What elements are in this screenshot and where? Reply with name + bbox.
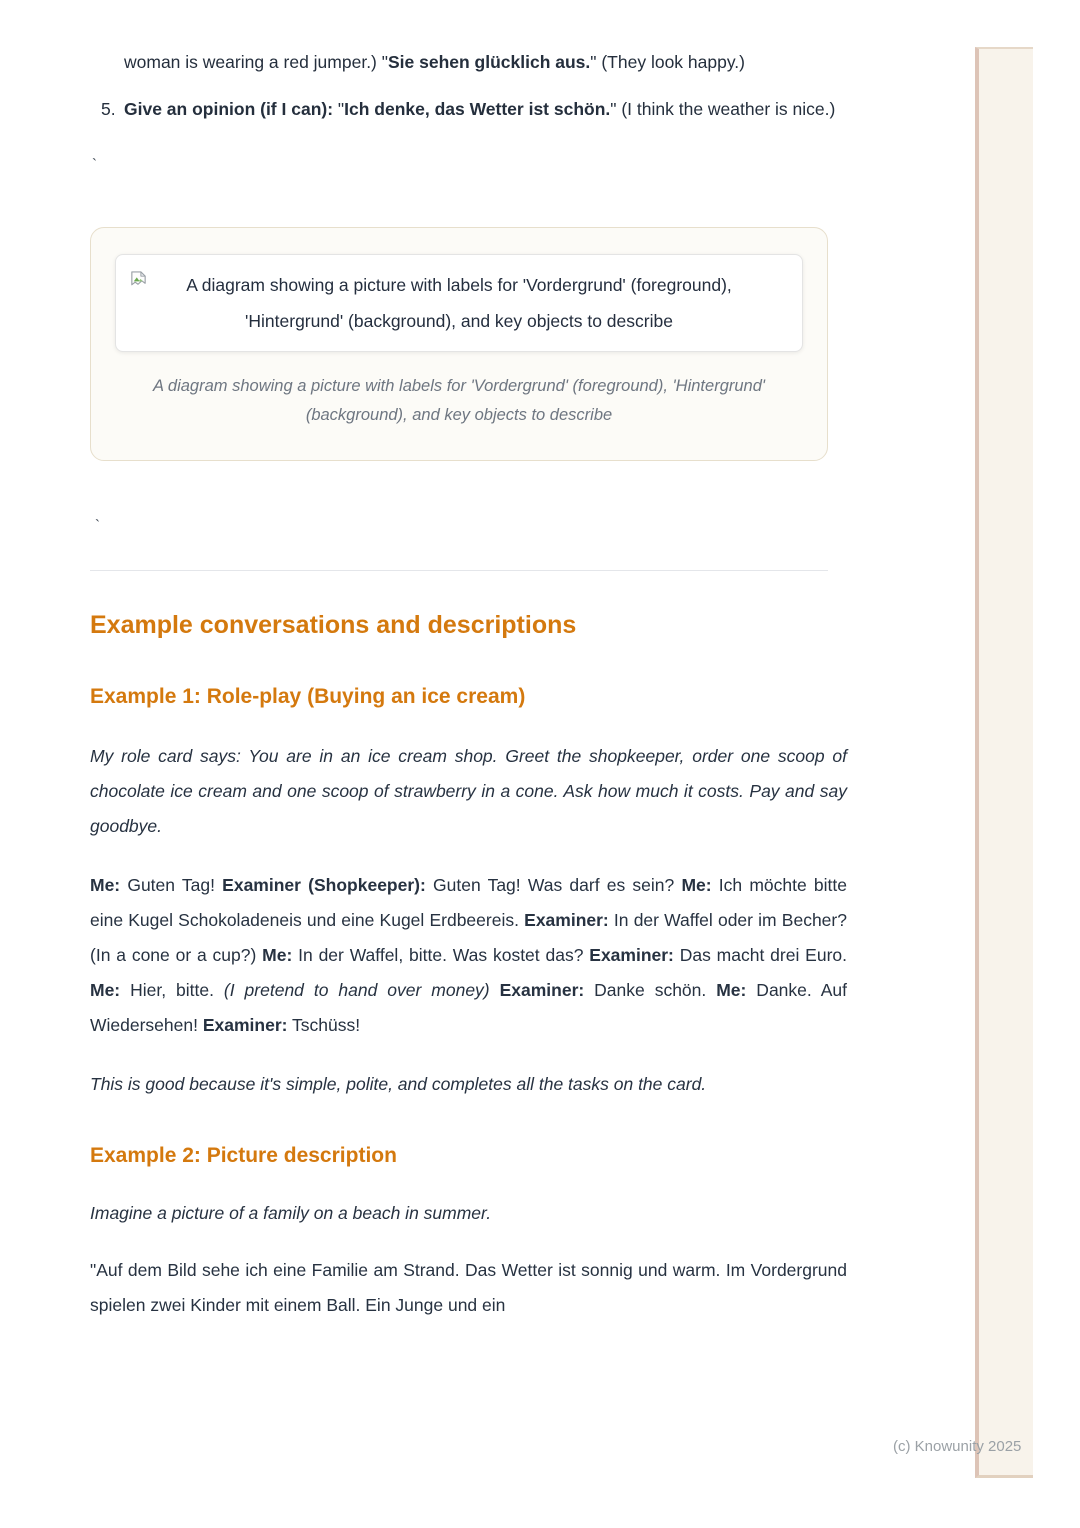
role-card-paragraph: My role card says: You are in an ice cream shop. Greet the shopkeeper, order one scoop of chocolate ice cream and one scoop of strawberry in a cone. Ask how much it costs. Pay and say goodbye. [90,746,847,836]
list-text: " (They look happy.) [590,52,745,72]
dialogue-segment: In der Waffel, bitte. Was kostet das? [292,945,590,965]
dialogue-segment: Me: [262,945,293,965]
dialogue-segment: Me: [90,980,121,1000]
list-text: " [333,99,345,119]
dialogue-segment: Examiner: [499,980,585,1000]
broken-image-icon [129,265,148,284]
heading-example-conversations: Example conversations and descriptions [90,611,577,639]
list-text-bold-german: Sie sehen glücklich aus. [387,52,591,72]
image-placeholder-card [90,227,828,461]
heading-example-2: Example 2: Picture description [90,1144,397,1167]
right-margin-strip [975,47,1033,1478]
dialogue-segment: Danke. Auf Wiedersehen! [90,980,848,1035]
dialogue-segment: Examiner (Shopkeeper): [222,875,426,895]
image-alt-text: A diagram showing a picture with labels for 'Vordergrund' (foreground), 'Hintergrund' (background), and key objects to describe [186,275,732,331]
dialogue-segment: Me: [90,875,121,895]
list-number: 5. [101,99,116,119]
stray-backtick-1: ` [92,156,97,173]
dialogue-segment: Guten Tag! [120,875,223,895]
stray-backtick-2: ` [95,517,100,534]
heading-example-1: Example 1: Role-play (Buying an ice cream) [90,685,526,708]
list-text-bold-lead: Give an opinion (if I can): [124,99,334,119]
dialogue-segment: Examiner: [202,1015,288,1035]
dialogue-segment: Guten Tag! Was darf es sein? [425,875,682,895]
note-paragraph: This is good because it's simple, polite, and completes all the tasks on the card. [90,1074,707,1094]
section-divider [90,570,828,571]
list-text-bold-german: Ich denke, das Wetter ist schön. [344,99,611,119]
list-text: woman is wearing a red jumper.) " [124,52,388,72]
copyright-text: (c) Knowunity 2025 [893,1438,1022,1455]
broken-image-alt-box [115,254,803,352]
image-caption: A diagram showing a picture with labels for 'Vordergrund' (foreground), 'Hintergrund' (background), and key objects to describe [152,377,766,424]
dialogue-segment: Tschüss! [287,1015,361,1035]
dialogue-segment: Das macht drei Euro. [673,945,847,965]
dialogue-segment: (I pretend to hand over money) [223,980,490,1000]
dialogue-paragraph [90,868,847,1043]
beach-description-paragraph: "Auf dem Bild sehe ich eine Familie am Strand. Das Wetter ist sonnig und warm. Im Vordergrund spielen zwei Kinder mit einem Ball. Ein Junge und ein [90,1260,847,1315]
list-item-5 [90,93,847,126]
dialogue-segment: Examiner: [589,945,674,965]
list-text: " (I think the weather is nice.) [610,99,836,119]
dialogue-segment: Hier, bitte. [120,980,224,1000]
list-item-4-continuation [90,46,847,79]
dialogue-segment: In der Waffel oder im Becher? (In a cone or a cup?) [90,910,847,965]
dialogue-segment [490,980,500,1000]
notes-page-content [90,0,847,1323]
dialogue-segment: Ich möchte bitte eine Kugel Schokoladeneis und eine Kugel Erdbeereis. [90,875,848,930]
dialogue-segment: Me: [681,875,712,895]
dialogue-segment: Danke schön. [584,980,717,1000]
dialogue-segment: Examiner: [524,910,609,930]
dialogue-segment: Me: [716,980,747,1000]
imagine-line: Imagine a picture of a family on a beach in summer. [90,1203,492,1223]
